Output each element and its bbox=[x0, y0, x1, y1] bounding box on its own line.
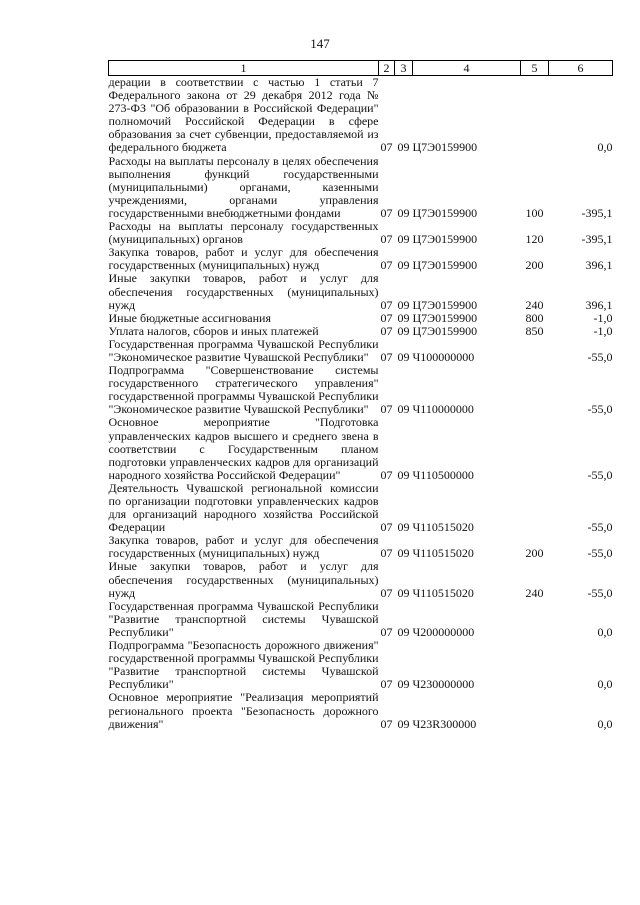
row-subsection: 09 bbox=[397, 349, 410, 364]
row-subsection: 09 bbox=[397, 624, 410, 639]
row-target-article: Ч110515020 bbox=[412, 546, 474, 561]
row-amount: -395,1 bbox=[581, 232, 613, 247]
row-target-article: Ц7Э0159900 bbox=[412, 323, 478, 338]
row-expense-type bbox=[521, 364, 549, 416]
row-amount: -1,0 bbox=[593, 310, 613, 325]
row-section: 07 bbox=[380, 140, 393, 155]
row-expense-type bbox=[521, 639, 549, 691]
row-amount: -55,0 bbox=[587, 349, 613, 364]
row-target-article: Ч230000000 bbox=[412, 677, 475, 692]
row-subsection: 09 bbox=[397, 232, 410, 247]
page-number: 147 bbox=[310, 36, 330, 51]
row-description: Государственная программа Чувашской Республики "Развитие транспортной системы Чувашской Республики" bbox=[108, 598, 379, 639]
table-row bbox=[109, 76, 613, 155]
row-amount: -395,1 bbox=[581, 205, 613, 220]
row-description: Основное мероприятие "Подготовка управленческих кадров высшего и среднего звена в соответствии с Государственным планом подготовки управленческих кадров для организаций народного хозяйства Российской Федерации" bbox=[108, 415, 379, 482]
row-section: 07 bbox=[380, 716, 393, 731]
row-target-article: Ц7Э0159900 bbox=[412, 205, 478, 220]
row-expense-type bbox=[521, 338, 549, 364]
row-target-article: Ч200000000 bbox=[412, 624, 475, 639]
row-target-article: Ц7Э0159900 bbox=[412, 258, 478, 273]
column-header-5: 5 bbox=[521, 61, 549, 76]
row-subsection: 09 bbox=[397, 323, 410, 338]
row-section: 07 bbox=[380, 520, 393, 535]
row-section: 07 bbox=[380, 323, 393, 338]
row-description: Уплата налогов, сборов и иных платежей bbox=[108, 323, 319, 338]
row-section: 07 bbox=[380, 205, 393, 220]
row-expense-type: 240 bbox=[525, 297, 544, 312]
row-subsection: 09 bbox=[397, 402, 410, 417]
row-section: 07 bbox=[380, 232, 393, 247]
table-row bbox=[109, 246, 613, 272]
table-row bbox=[109, 482, 613, 534]
row-expense-type bbox=[521, 76, 549, 155]
column-header-6: 6 bbox=[549, 61, 613, 76]
column-header-1: 1 bbox=[109, 61, 379, 76]
table-row bbox=[109, 691, 613, 730]
row-description: Закупка товаров, работ и услуг для обеспечения государственных (муниципальных) нужд bbox=[108, 245, 379, 273]
row-amount: 396,1 bbox=[585, 297, 613, 312]
column-header-3: 3 bbox=[395, 61, 413, 76]
row-subsection: 09 bbox=[397, 677, 410, 692]
table-row bbox=[109, 560, 613, 599]
row-subsection: 09 bbox=[397, 258, 410, 273]
row-description: Иные закупки товаров, работ и услуг для обеспечения государственных (муниципальных) нужд bbox=[108, 559, 379, 600]
row-amount: -55,0 bbox=[587, 467, 613, 482]
row-description: Расходы на выплаты персоналу в целях обеспечения выполнения функций государственными (муниципальными) органами, казенными учреждениями, органами управления государственными внебюджетными фондами bbox=[108, 153, 379, 220]
row-expense-type bbox=[521, 482, 549, 534]
table-row bbox=[109, 220, 613, 246]
column-header-2: 2 bbox=[379, 61, 395, 76]
row-expense-type: 200 bbox=[525, 546, 544, 561]
row-target-article: Ц7Э0159900 bbox=[412, 297, 478, 312]
row-amount: -1,0 bbox=[593, 323, 613, 338]
row-expense-type bbox=[521, 691, 549, 730]
row-target-article: Ч110500000 bbox=[412, 467, 474, 482]
budget-table bbox=[108, 60, 613, 731]
row-amount: 0,0 bbox=[597, 140, 613, 155]
row-section: 07 bbox=[380, 585, 393, 600]
table-row bbox=[109, 639, 613, 691]
row-amount: 0,0 bbox=[597, 624, 613, 639]
row-expense-type: 800 bbox=[525, 310, 544, 325]
table-row bbox=[109, 338, 613, 364]
row-target-article: Ч23R300000 bbox=[412, 716, 477, 731]
row-target-article: Ч110000000 bbox=[412, 402, 474, 417]
row-section: 07 bbox=[380, 677, 393, 692]
row-amount: 0,0 bbox=[597, 716, 613, 731]
row-amount: -55,0 bbox=[587, 520, 613, 535]
row-target-article: Ч110515020 bbox=[412, 585, 474, 600]
row-section: 07 bbox=[380, 349, 393, 364]
column-header-4: 4 bbox=[413, 61, 521, 76]
table-header-row bbox=[109, 61, 613, 76]
row-target-article: Ч110515020 bbox=[412, 520, 474, 535]
row-description: Деятельность Чувашской региональной комиссии по организации подготовки управленческих кадров для организаций народного хозяйства Российской Федерации bbox=[108, 480, 379, 535]
table-row bbox=[109, 155, 613, 220]
table-row bbox=[109, 600, 613, 639]
row-subsection: 09 bbox=[397, 467, 410, 482]
table-body bbox=[109, 76, 613, 731]
row-description: Подпрограмма "Совершенствование системы государственного стратегического управления" государственной программы Чувашской Республики "Экономическое развитие Чувашской Республики" bbox=[108, 363, 379, 417]
row-description: Основное мероприятие "Реализация мероприятий регионального проекта "Безопасность дорожного движения" bbox=[108, 690, 379, 731]
table-row bbox=[109, 325, 613, 338]
row-amount: -55,0 bbox=[587, 402, 613, 417]
row-target-article: Ц7Э0159900 bbox=[412, 140, 478, 155]
row-expense-type: 240 bbox=[525, 585, 544, 600]
row-description: дерации в соответствии с частью 1 статьи 7 Федерального закона от 29 декабря 2012 года № 273-ФЗ "Об образовании в Российской Федерации" полномочий Российской Федерации в сфере образования за счет субвенции, предоставляемой из федерального бюджета bbox=[108, 75, 379, 155]
row-section: 07 bbox=[380, 624, 393, 639]
row-section: 07 bbox=[380, 310, 393, 325]
row-expense-type bbox=[521, 416, 549, 481]
row-subsection: 09 bbox=[397, 520, 410, 535]
row-expense-type: 200 bbox=[525, 258, 544, 273]
row-target-article: Ц7Э0159900 bbox=[412, 232, 478, 247]
row-description: Подпрограмма "Безопасность дорожного движения" государственной программы Чувашской Республики "Развитие транспортной системы Чувашской Республики" bbox=[108, 638, 379, 692]
row-expense-type: 850 bbox=[525, 323, 544, 338]
row-expense-type bbox=[521, 600, 549, 639]
row-subsection: 09 bbox=[397, 310, 410, 325]
row-amount: 396,1 bbox=[585, 258, 613, 273]
row-subsection: 09 bbox=[397, 585, 410, 600]
row-section: 07 bbox=[380, 297, 393, 312]
row-target-article: Ч100000000 bbox=[412, 349, 475, 364]
row-description: Иные закупки товаров, работ и услуг для обеспечения государственных (муниципальных) нужд bbox=[108, 271, 379, 312]
table-row bbox=[109, 312, 613, 325]
row-amount: -55,0 bbox=[587, 585, 613, 600]
row-expense-type: 100 bbox=[525, 205, 544, 220]
row-expense-type: 120 bbox=[525, 232, 544, 247]
row-subsection: 09 bbox=[397, 205, 410, 220]
row-subsection: 09 bbox=[397, 297, 410, 312]
row-amount: -55,0 bbox=[587, 546, 613, 561]
row-section: 07 bbox=[380, 546, 393, 561]
row-section: 07 bbox=[380, 467, 393, 482]
row-section: 07 bbox=[380, 258, 393, 273]
row-subsection: 09 bbox=[397, 140, 410, 155]
row-description: Закупка товаров, работ и услуг для обеспечения государственных (муниципальных) нужд bbox=[108, 533, 379, 561]
row-description: Государственная программа Чувашской Республики "Экономическое развитие Чувашской Республики" bbox=[108, 336, 379, 364]
table-row bbox=[109, 534, 613, 560]
row-amount: 0,0 bbox=[597, 677, 613, 692]
row-subsection: 09 bbox=[397, 716, 410, 731]
table-row bbox=[109, 272, 613, 311]
row-description: Расходы на выплаты персоналу государственных (муниципальных) органов bbox=[108, 219, 379, 247]
row-subsection: 09 bbox=[397, 546, 410, 561]
row-section: 07 bbox=[380, 402, 393, 417]
row-description: Иные бюджетные ассигнования bbox=[108, 310, 271, 325]
row-target-article: Ц7Э0159900 bbox=[412, 310, 478, 325]
table-row bbox=[109, 416, 613, 481]
table-row bbox=[109, 364, 613, 416]
